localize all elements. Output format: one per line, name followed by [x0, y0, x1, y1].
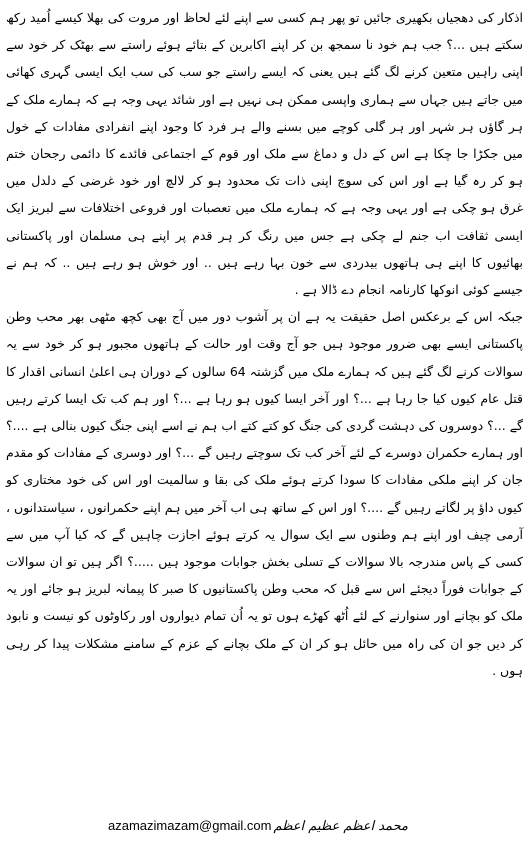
paragraph-1: اذکار کی دھجیاں بکھیری جائیں تو پھر ہم کسی سے اپنے لئے لحاظ اور مروت کی بھلا کیسے اُمید رکھ سکتے ہیں ...؟ جب ہم خود نا سمجھ بن کر اپنے اکابرین کے بتائے ہوئے راستے سے بھٹک کر خود سے اپنی راہیں متعین کرنے لگ گئے ہیں یعنی کہ ایسے راستے جو سب کی سب ایک ایسی گہری کھائی میں جاتے ہیں جہاں سے ہماری واپسی ممکن ہی نہیں ہے اور شائد یہی وجہ ہے کہ ہمارے ملک کے ہر گاؤں ہر شہر اور ہر گلی کوچے میں بسنے والے ہر فرد کا وجود اپنے انفرادی مفادات کے خول میں جکڑا جا چکا ہے اس کے دل و دماغ سے ملک اور قوم کے اجتماعی فائدے کا دائمی رجحان ختم ہو کر رہ گیا ہے اور اس کی سوچ اپنی ذات تک محدود ہو کر لالچ اور خود غرضی کے دلدل میں غرق ہو چکی ہے اور یہی وجہ ہے کہ ہمارے ملک میں تعصبات اور فروعی اختلافات سے لبریز ایک ایسی ثقافت اب جنم لے چکی ہے جس میں رنگ کر ہر قدم پر اپنے ہی مسلمان اور پاکستانی بھائیوں کا اپنے ہی ہاتھوں بیدردی سے خون بہا رہے ہیں .. اور خوش ہو رہے ہیں .. کہ ہم نے جیسے کوئی انوکھا کارنامہ انجام دے ڈالا ہے . — [6, 10, 523, 298]
paragraph-2: جبکہ اس کے برعکس اصل حقیقت یہ ہے ان پر آشوب دور میں آج بھی کچھ مٹھی بھر محب وطن پاکستانی ایسے بھی ضرور موجود ہیں جو آج وقت اور حالت کے ہاتھوں مجبور ہو کر خود سے یہ سوالات کرنے لگ گئے ہیں کہ ہمارے ملک میں گزشتہ 64 سالوں کے دوران ہی اعلیٰ انسانی اقدار کا قتل عام کیوں کیا جا رہا ہے ...؟ اور آخر ایسا کیوں ہو رہا ہے ...؟ اور ہم کب تک ایسا کرتے رہیں گے ...؟ دوسروں کی دہشت گردی کی جنگ کو کتے کتے اب ہم نے اسے اپنی جنگ کیوں بنالی ہے ....؟ اور ہمارے حکمران دوسرے کے لئے آخر کب تک سوچتے رہیں گے ...؟ اور دوسری کے مفادات کو مقدم جان کر اپنے ملکی مفادات کا سودا کرتے ہوئے ملک کی بقا و سالمیت اور اس کی خود مختاری کو کیوں داؤ پر لگاتے رہیں گے ....؟ اور اس کے ساتھ ہی اب آخر میں ہم اپنے حکمرانوں ، سیاستدانوں ، آرمی چیف اور اپنے ہم وطنوں سے ایک سوال یہ کرتے ہوئے اجازت چاہیں گے کہ کیا آپ میں سے کسی کے پاس مندرجہ بالا سوالات کے تسلی بخش جوابات موجود ہیں .....؟ اگر ہیں تو ان سوالات کے جوابات فوراً دیجئے اس سے قبل کہ محب وطن پاکستانیوں کا صبر کا پیمانہ لبریز ہو جائے اور یہ ملک کو بچانے اور سنوارنے کے لئے اُٹھ کھڑے ہوں تو یہ اُن تمام دیواروں اور رکاوٹوں کو نیست و نابود کر دیں جو ان کی راہ میں حائل ہو کر ان کے ملک بچانے کے عزم کے سامنے مشکلات پیدا کر رہی ہوں . — [6, 309, 523, 678]
author-name: محمد اعظم عظیم اعظم — [273, 819, 408, 834]
author-email: azamazimazam@gmail.com — [108, 818, 272, 833]
article-body — [6, 4, 523, 684]
author-signature — [108, 818, 408, 834]
